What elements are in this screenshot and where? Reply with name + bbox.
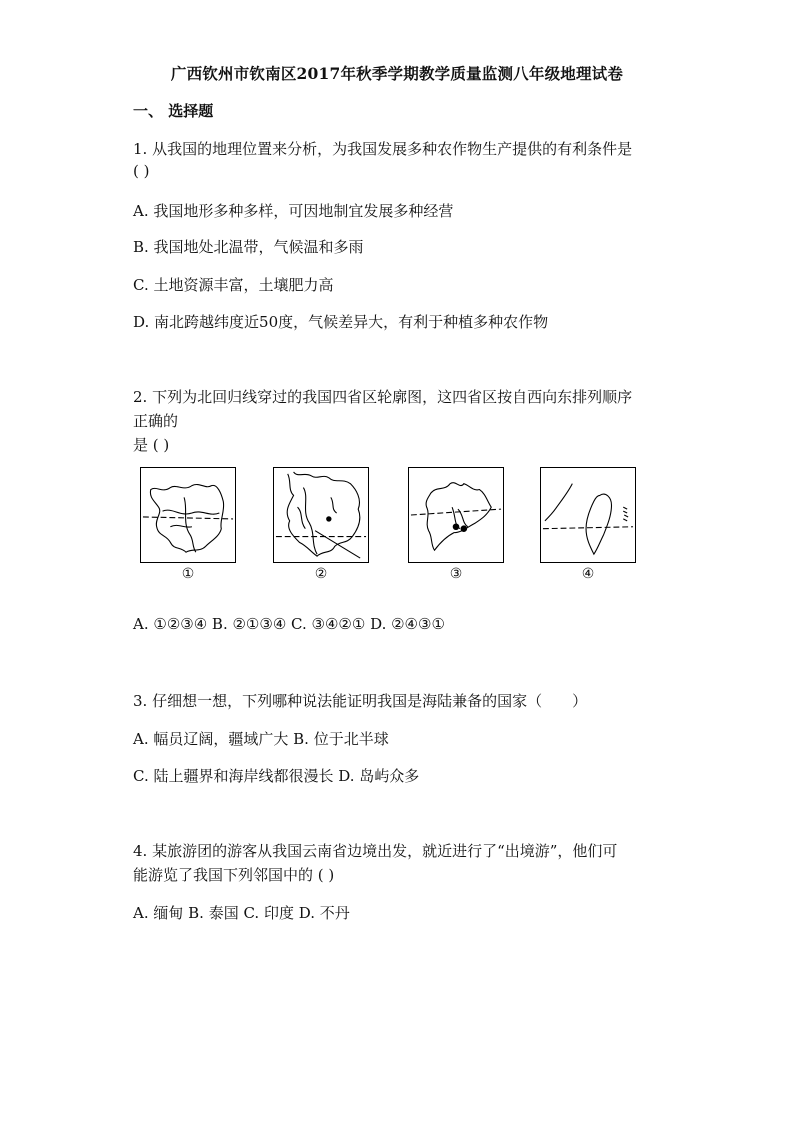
- q1-option-b: B. 我国地处北温带，气候温和多雨: [133, 238, 364, 256]
- q2-stem-line2: 正确的: [133, 412, 179, 430]
- map-province-3: [408, 467, 504, 563]
- q3-options-line1: A. 幅员辽阔，疆域广大 B. 位于北半球: [133, 730, 389, 748]
- q2-stem-line1: 2. 下列为北回归线穿过的我国四省区轮廓图，这四省区按自西向东排列顺序: [133, 388, 633, 406]
- map-caption-3: ③: [449, 566, 463, 582]
- q1-option-c: C. 土地资源丰富，土壤肥力高: [133, 276, 334, 294]
- q1-option-a: A. 我国地形多种多样，可因地制宜发展多种经营: [133, 202, 454, 220]
- map-caption-2: ②: [314, 566, 328, 582]
- q3-stem: 3. 仔细想一想，下列哪种说法能证明我国是海陆兼备的国家（ ）: [133, 692, 588, 710]
- map-caption-4: ④: [581, 566, 595, 582]
- q4-stem-line1: 4. 某旅游团的游客从我国云南省边境出发，就近进行了“出境游”，他们可: [133, 842, 618, 860]
- q1-option-d: D. 南北跨越纬度近50度，气候差异大，有利于种植多种农作物: [133, 313, 549, 331]
- q2-stem-line3: 是 ( ): [133, 436, 170, 454]
- q4-stem-line2: 能游览了我国下列邻国中的 ( ): [133, 866, 335, 884]
- section-heading: 一、 选择题: [133, 102, 214, 120]
- q3-options-line2: C. 陆上疆界和海岸线都很漫长 D. 岛屿众多: [133, 767, 420, 785]
- q2-options: A. ①②③④ B. ②①③④ C. ③④②① D. ②④③①: [133, 615, 445, 633]
- q4-options: A. 缅甸 B. 泰国 C. 印度 D. 不丹: [133, 904, 350, 922]
- q1-stem-line2: ( ): [133, 162, 150, 180]
- map-caption-1: ①: [181, 566, 195, 582]
- page-title: 广西钦州市钦南区2017年秋季学期教学质量监测八年级地理试卷: [170, 64, 624, 83]
- map-province-2: [273, 467, 369, 563]
- map-province-1: [140, 467, 236, 563]
- q1-stem-line1: 1. 从我国的地理位置来分析，为我国发展多种农作物生产提供的有利条件是: [133, 140, 633, 158]
- map-province-4: [540, 467, 636, 563]
